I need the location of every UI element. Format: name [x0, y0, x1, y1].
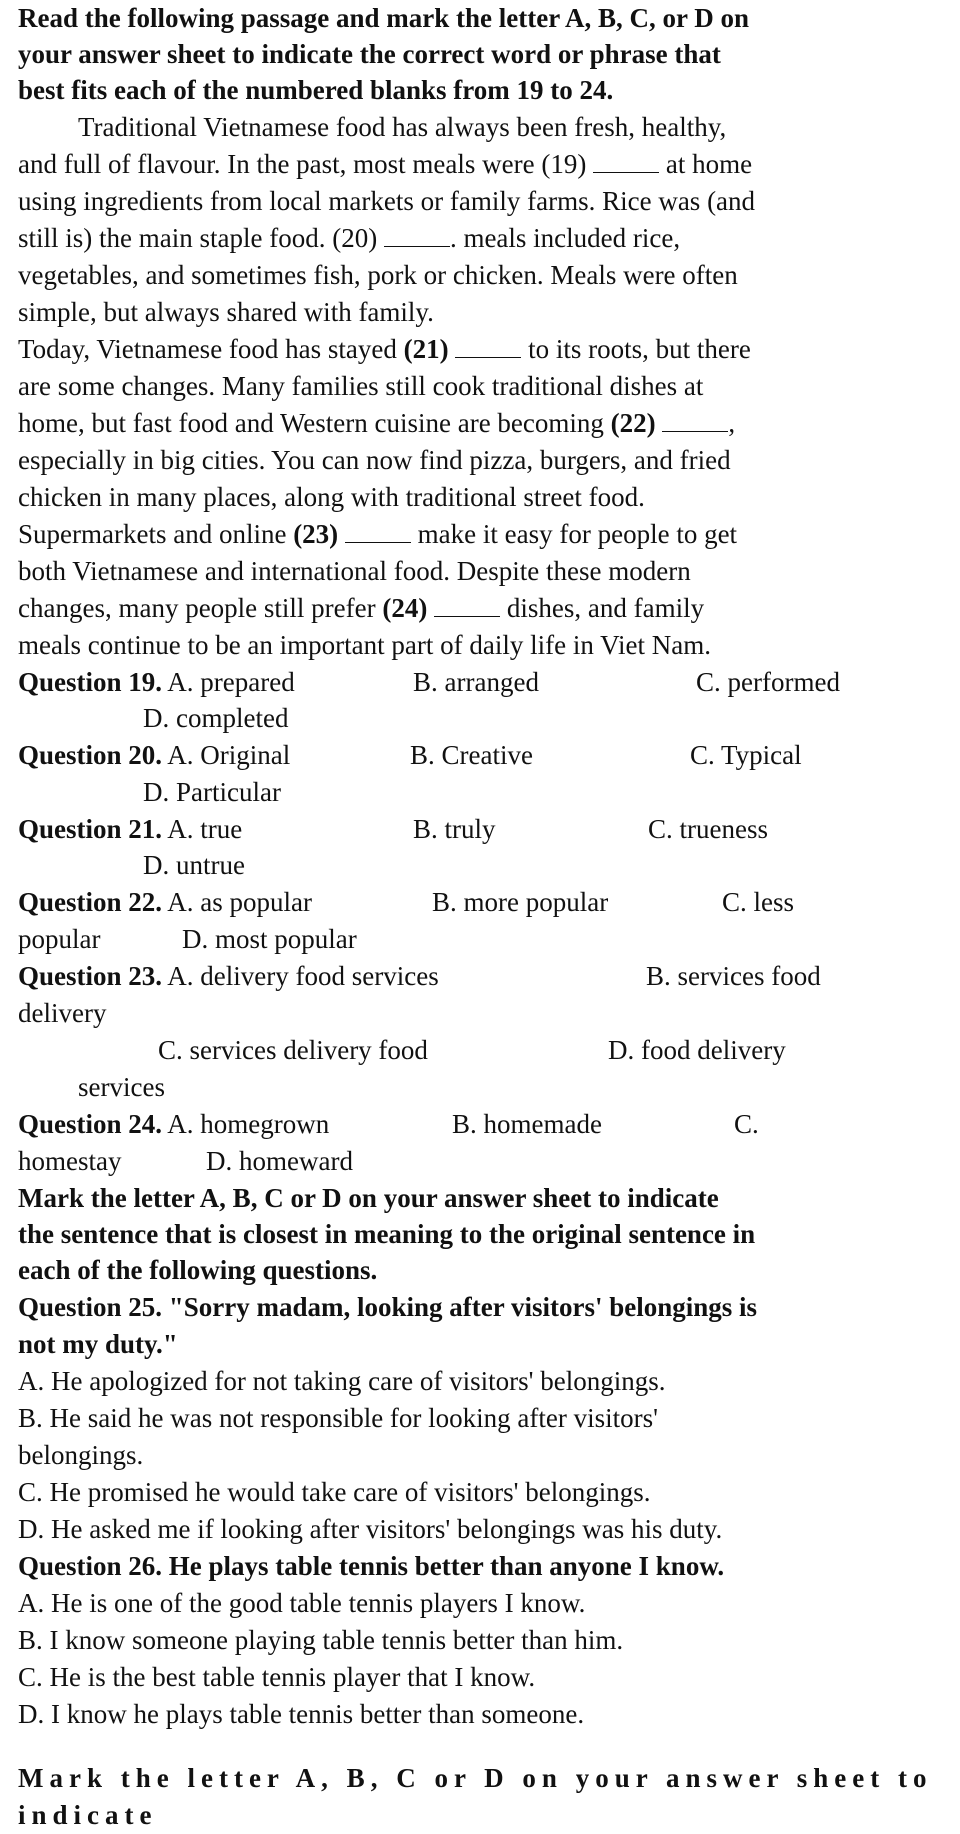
q25-option-b-continued: belongings. — [18, 1440, 144, 1470]
blank-21 — [455, 335, 521, 358]
question-label: Question 21. — [18, 814, 163, 844]
option-c: C. trueness — [648, 814, 768, 844]
option-c-continued: homestay — [18, 1146, 122, 1176]
passage-text: changes, many people still prefer — [18, 593, 383, 623]
option-d: D. untrue — [143, 850, 245, 880]
passage-text: Supermarkets and online — [18, 519, 294, 549]
question-25-stem-continued: not my duty." — [18, 1329, 178, 1359]
option-b: B. arranged — [413, 667, 539, 697]
blank-19 — [593, 150, 659, 173]
q25-option-c: C. He promised he would take care of visitors' belongings. — [18, 1477, 651, 1507]
instructions2-line-1: Mark the letter A, B, C or D on your answer sheet to indicate — [18, 1183, 719, 1213]
q25-option-a: A. He apologized for not taking care of visitors' belongings. — [18, 1366, 666, 1396]
option-d-continued: services — [78, 1072, 165, 1102]
passage-line-4 — [18, 220, 680, 257]
cutoff-text: Mark the letter A, B, C or D on your answer sheet to indicate — [18, 1763, 933, 1830]
q26-option-c: C. He is the best table tennis player that I know. — [18, 1662, 536, 1692]
option-d: D. most popular — [182, 924, 357, 954]
question-label: Question 20. — [18, 740, 163, 770]
option-a: A. true — [167, 814, 243, 844]
blank-23 — [345, 520, 411, 543]
passage-line-14 — [18, 590, 704, 627]
blank-number: (21) — [403, 334, 449, 364]
passage-text: make it easy for people to get — [410, 519, 738, 549]
question-25-stem: Question 25. "Sorry madam, looking after visitors' belongings is — [18, 1292, 758, 1322]
passage-text: Today, Vietnamese food has stayed — [18, 334, 404, 364]
option-c: C. less — [722, 887, 795, 917]
blank-24 — [434, 594, 500, 617]
option-a: A. as popular — [167, 887, 313, 917]
option-c: C. Typical — [690, 740, 802, 770]
option-a: A. prepared — [167, 667, 295, 697]
instructions-line-2: your answer sheet to indicate the correct word or phrase that — [18, 39, 721, 69]
option-b: B. truly — [413, 814, 496, 844]
option-c: C. services delivery food — [158, 1035, 428, 1065]
q25-option-b: B. He said he was not responsible for looking after visitors' — [18, 1403, 658, 1433]
blank-number: (22) — [610, 408, 656, 438]
blank-22 — [662, 409, 728, 432]
question-23 — [18, 958, 439, 995]
instructions2-line-2: the sentence that is closest in meaning to the original sentence in — [18, 1219, 756, 1249]
passage-line-13: both Vietnamese and international food. Despite these modern — [18, 556, 691, 586]
passage-text: home, but fast food and Western cuisine are becoming — [18, 408, 611, 438]
option-d: D. Particular — [143, 777, 281, 807]
passage-text: at home — [659, 149, 753, 179]
option-b: B. more popular — [432, 887, 609, 917]
option-b: B. homemade — [452, 1109, 602, 1139]
passage-line-2 — [18, 146, 752, 183]
question-label: Question 19. — [18, 667, 163, 697]
passage-line-1: Traditional Vietnamese food has always been fresh, healthy, — [78, 112, 727, 142]
option-a: A. homegrown — [167, 1109, 330, 1139]
passage-line-9 — [18, 405, 735, 442]
passage-line-7 — [18, 331, 751, 368]
cutoff-line — [0, 1760, 960, 1830]
question-21 — [18, 811, 242, 848]
passage-text: . meals included rice, — [449, 223, 681, 253]
option-b-continued: delivery — [18, 998, 107, 1028]
q26-option-b: B. I know someone playing table tennis better than him. — [18, 1625, 624, 1655]
option-b: B. services food — [646, 961, 821, 991]
question-22 — [18, 884, 312, 921]
q26-option-d: D. I know he plays table tennis better than someone. — [18, 1699, 585, 1729]
option-d: D. completed — [143, 703, 289, 733]
option-a: A. delivery food services — [167, 961, 439, 991]
instructions2-line-3: each of the following questions. — [18, 1255, 378, 1285]
option-c: C. performed — [696, 667, 840, 697]
q26-option-a: A. He is one of the good table tennis players I know. — [18, 1588, 586, 1618]
option-c-continued: popular — [18, 924, 101, 954]
instructions-line-1: Read the following passage and mark the letter A, B, C, or D on — [18, 3, 750, 33]
passage-line-8: are some changes. Many families still cook traditional dishes at — [18, 371, 704, 401]
passage-line-6: simple, but always shared with family. — [18, 297, 434, 327]
passage-text: dishes, and family — [500, 593, 705, 623]
option-d: D. homeward — [206, 1146, 353, 1176]
passage-text: to its roots, but there — [521, 334, 751, 364]
passage-line-10: especially in big cities. You can now find pizza, burgers, and fried — [18, 445, 731, 475]
instructions-line-3: best fits each of the numbered blanks from 19 to 24. — [18, 75, 614, 105]
question-label: Question 23. — [18, 961, 163, 991]
q25-option-d: D. He asked me if looking after visitors' belongings was his duty. — [18, 1514, 723, 1544]
passage-line-12 — [18, 516, 737, 553]
option-a: A. Original — [167, 740, 291, 770]
passage-line-5: vegetables, and sometimes fish, pork or chicken. Meals were often — [18, 260, 738, 290]
passage-text: still is) the main staple food. (20) — [18, 223, 384, 253]
passage-line-15: meals continue to be an important part of daily life in Viet Nam. — [18, 630, 711, 660]
question-20 — [18, 737, 290, 774]
passage-text: and full of flavour. In the past, most meals were (19) — [18, 149, 594, 179]
blank-number: (24) — [382, 593, 428, 623]
blank-number: (23) — [293, 519, 339, 549]
question-26-stem: Question 26. He plays table tennis better than anyone I know. — [18, 1551, 725, 1581]
question-label: Question 24. — [18, 1109, 163, 1139]
question-label: Question 22. — [18, 887, 163, 917]
passage-text: , — [728, 408, 736, 438]
option-b: B. Creative — [410, 740, 533, 770]
blank-20 — [384, 224, 450, 247]
question-19 — [18, 664, 295, 701]
question-24 — [18, 1106, 329, 1143]
passage-line-11: chicken in many places, along with traditional street food. — [18, 482, 645, 512]
option-c: C. — [734, 1109, 759, 1139]
option-d: D. food delivery — [608, 1035, 786, 1065]
passage-line-3: using ingredients from local markets or family farms. Rice was (and — [18, 186, 756, 216]
